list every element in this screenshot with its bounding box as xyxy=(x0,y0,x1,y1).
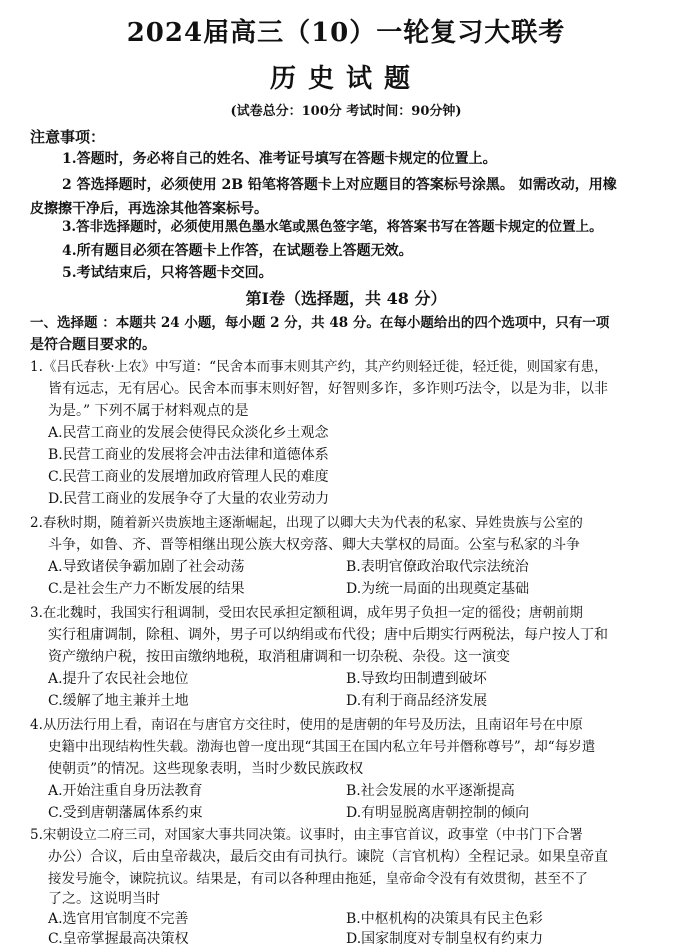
q2-option-b: B.表明官僚政治取代宗法统治 xyxy=(346,559,529,575)
q5-stem-1: 5.宋朝设立二府三司，对国家大事共同决策。议事时，由主事官首议，政事堂（中书门下合署 xyxy=(30,827,583,843)
q5-stem-3: 接发号施令，谏院抗议。结果是，有司以各种理由拖延，皇帝命令没有有效贯彻，甚至不了 xyxy=(48,871,588,887)
exam-meta: (试卷总分：100分 考试时间：90分钟) xyxy=(230,104,462,119)
q3-stem-3: 资产缴纳户税，按田亩缴纳地税，取消租庸调和一切杂税、杂役。这一演变 xyxy=(48,649,510,665)
q4-stem-3: 使朝贡”的情况。这些现象表明，当时少数民族政权 xyxy=(48,761,364,777)
q4-option-d: D.有明显脱离唐朝控制的倾向 xyxy=(346,805,530,821)
notice-item-2-cont: 皮擦擦干净后，再选涂其他答案标号。 xyxy=(30,201,268,217)
notice-heading: 注意事项： xyxy=(30,128,106,146)
exam-title: 2024届高三（10）一轮复习大联考 xyxy=(126,18,566,48)
q5-option-b: B.中枢机构的决策具有民主色彩 xyxy=(346,911,543,927)
q5-stem-4: 了之。这说明当时 xyxy=(48,891,160,907)
q4-stem-1: 4.从历法行用上看，南诏在与唐官方交往时，使用的是唐朝的年号及历法，且南诏年号在中原 xyxy=(30,717,583,733)
q1-option-c: C.民营工商业的发展增加政府管理人民的难度 xyxy=(48,469,329,485)
q1-option-d: D.民营工商业的发展争夺了大量的农业劳动力 xyxy=(48,491,330,507)
q3-stem-2: 实行租庸调制，除租、调外，男子可以纳绢或布代役；唐中后期实行两税法，每户按人丁和 xyxy=(48,627,608,643)
q2-option-a: A.导致诸侯争霸加剧了社会动荡 xyxy=(48,559,245,575)
notice-item-5: 5.考试结束后，只将答题卡交回。 xyxy=(62,265,273,281)
q2-stem-1: 2.春秋时期，随着新兴贵族地主逐渐崛起，出现了以卿大夫为代表的私家、异姓贵族与公室的 xyxy=(30,515,583,531)
q1-option-b: B.民营工商业的发展将会冲击法律和道德体系 xyxy=(48,447,329,463)
q1-stem-1: 1.《吕氏春秋·上农》中写道：“民舍本而事末则其产约，其产约则轻迁徙，轻迁徙，则国家有患， xyxy=(30,359,608,375)
q4-option-b: B.社会发展的水平逐渐提高 xyxy=(346,783,515,799)
q1-stem-3: 为是。” 下列不属于材料观点的是 xyxy=(48,403,249,419)
section-title: 第Ⅰ卷（选择题，共 48 分） xyxy=(245,289,447,308)
q4-option-a: A.开始注重自身历法教育 xyxy=(48,783,203,799)
q5-option-a: A.选官用官制度不完善 xyxy=(48,911,189,927)
q3-option-c: C.缓解了地主兼并土地 xyxy=(48,693,189,709)
subject-title: 历史试题 xyxy=(269,64,422,94)
section-instruction-2: 是符合题目要求的。 xyxy=(30,337,156,353)
q5-option-d: D.国家制度对专制皇权有约束力 xyxy=(346,931,544,947)
section-instruction-1: 一、选择题 ：本题共 24 小题，每小题 2 分，共 48 分。在每小题给出的四个选项中，只有一项 xyxy=(30,315,610,331)
q2-option-d: D.为统一局面的出现奠定基础 xyxy=(346,581,530,597)
q5-stem-2: 办公）合议，后由皇帝裁决，最后交由有司执行。谏院（言官机构）全程记录。如果皇帝直 xyxy=(48,849,608,865)
q3-option-d: D.有利于商品经济发展 xyxy=(346,693,488,709)
notice-item-1: 1.答题时，务必将自己的姓名、准考证号填写在答题卡规定的位置上。 xyxy=(62,151,497,167)
notice-item-4: 4.所有题目必须在答题卡上作答，在试题卷上答题无效。 xyxy=(62,243,413,259)
q2-stem-2: 斗争，如鲁、齐、晋等相继出现公族大权旁落、卿大夫掌权的局面。公室与私家的斗争 xyxy=(48,537,580,553)
q4-option-c: C.受到唐朝藩属体系约束 xyxy=(48,805,203,821)
q5-option-c: C.皇帝掌握最高决策权 xyxy=(48,931,189,947)
notice-item-3: 3.答非选择题时，必须使用黑色墨水笔或黑色签字笔，将答案书写在答题卡规定的位置上。 xyxy=(62,219,603,235)
q1-stem-2: 皆有远志，无有居心。民舍本而事末则好智，好智则多诈，多诈则巧法令，以是为非，以非 xyxy=(48,381,608,397)
q3-option-b: B.导致均田制遭到破坏 xyxy=(346,671,487,687)
q4-stem-2: 史籍中出现结构性失载。渤海也曾一度出现“其国王在国内私立年号并僭称尊号”，却“每岁遣 xyxy=(48,739,596,755)
notice-item-2: 2 答选择题时，必须使用 2B 铅笔将答题卡上对应题目的答案标号涂黑。 如需改动，用橡 xyxy=(62,177,617,193)
q3-option-a: A.提升了农民社会地位 xyxy=(48,671,189,687)
q2-option-c: C.是社会生产力不断发展的结果 xyxy=(48,581,245,597)
q1-option-a: A.民营工商业的发展会使得民众淡化乡土观念 xyxy=(48,425,329,441)
q3-stem-1: 3.在北魏时，我国实行租调制，受田农民承担定额租调，成年男子负担一定的徭役；唐朝前期 xyxy=(30,605,583,621)
